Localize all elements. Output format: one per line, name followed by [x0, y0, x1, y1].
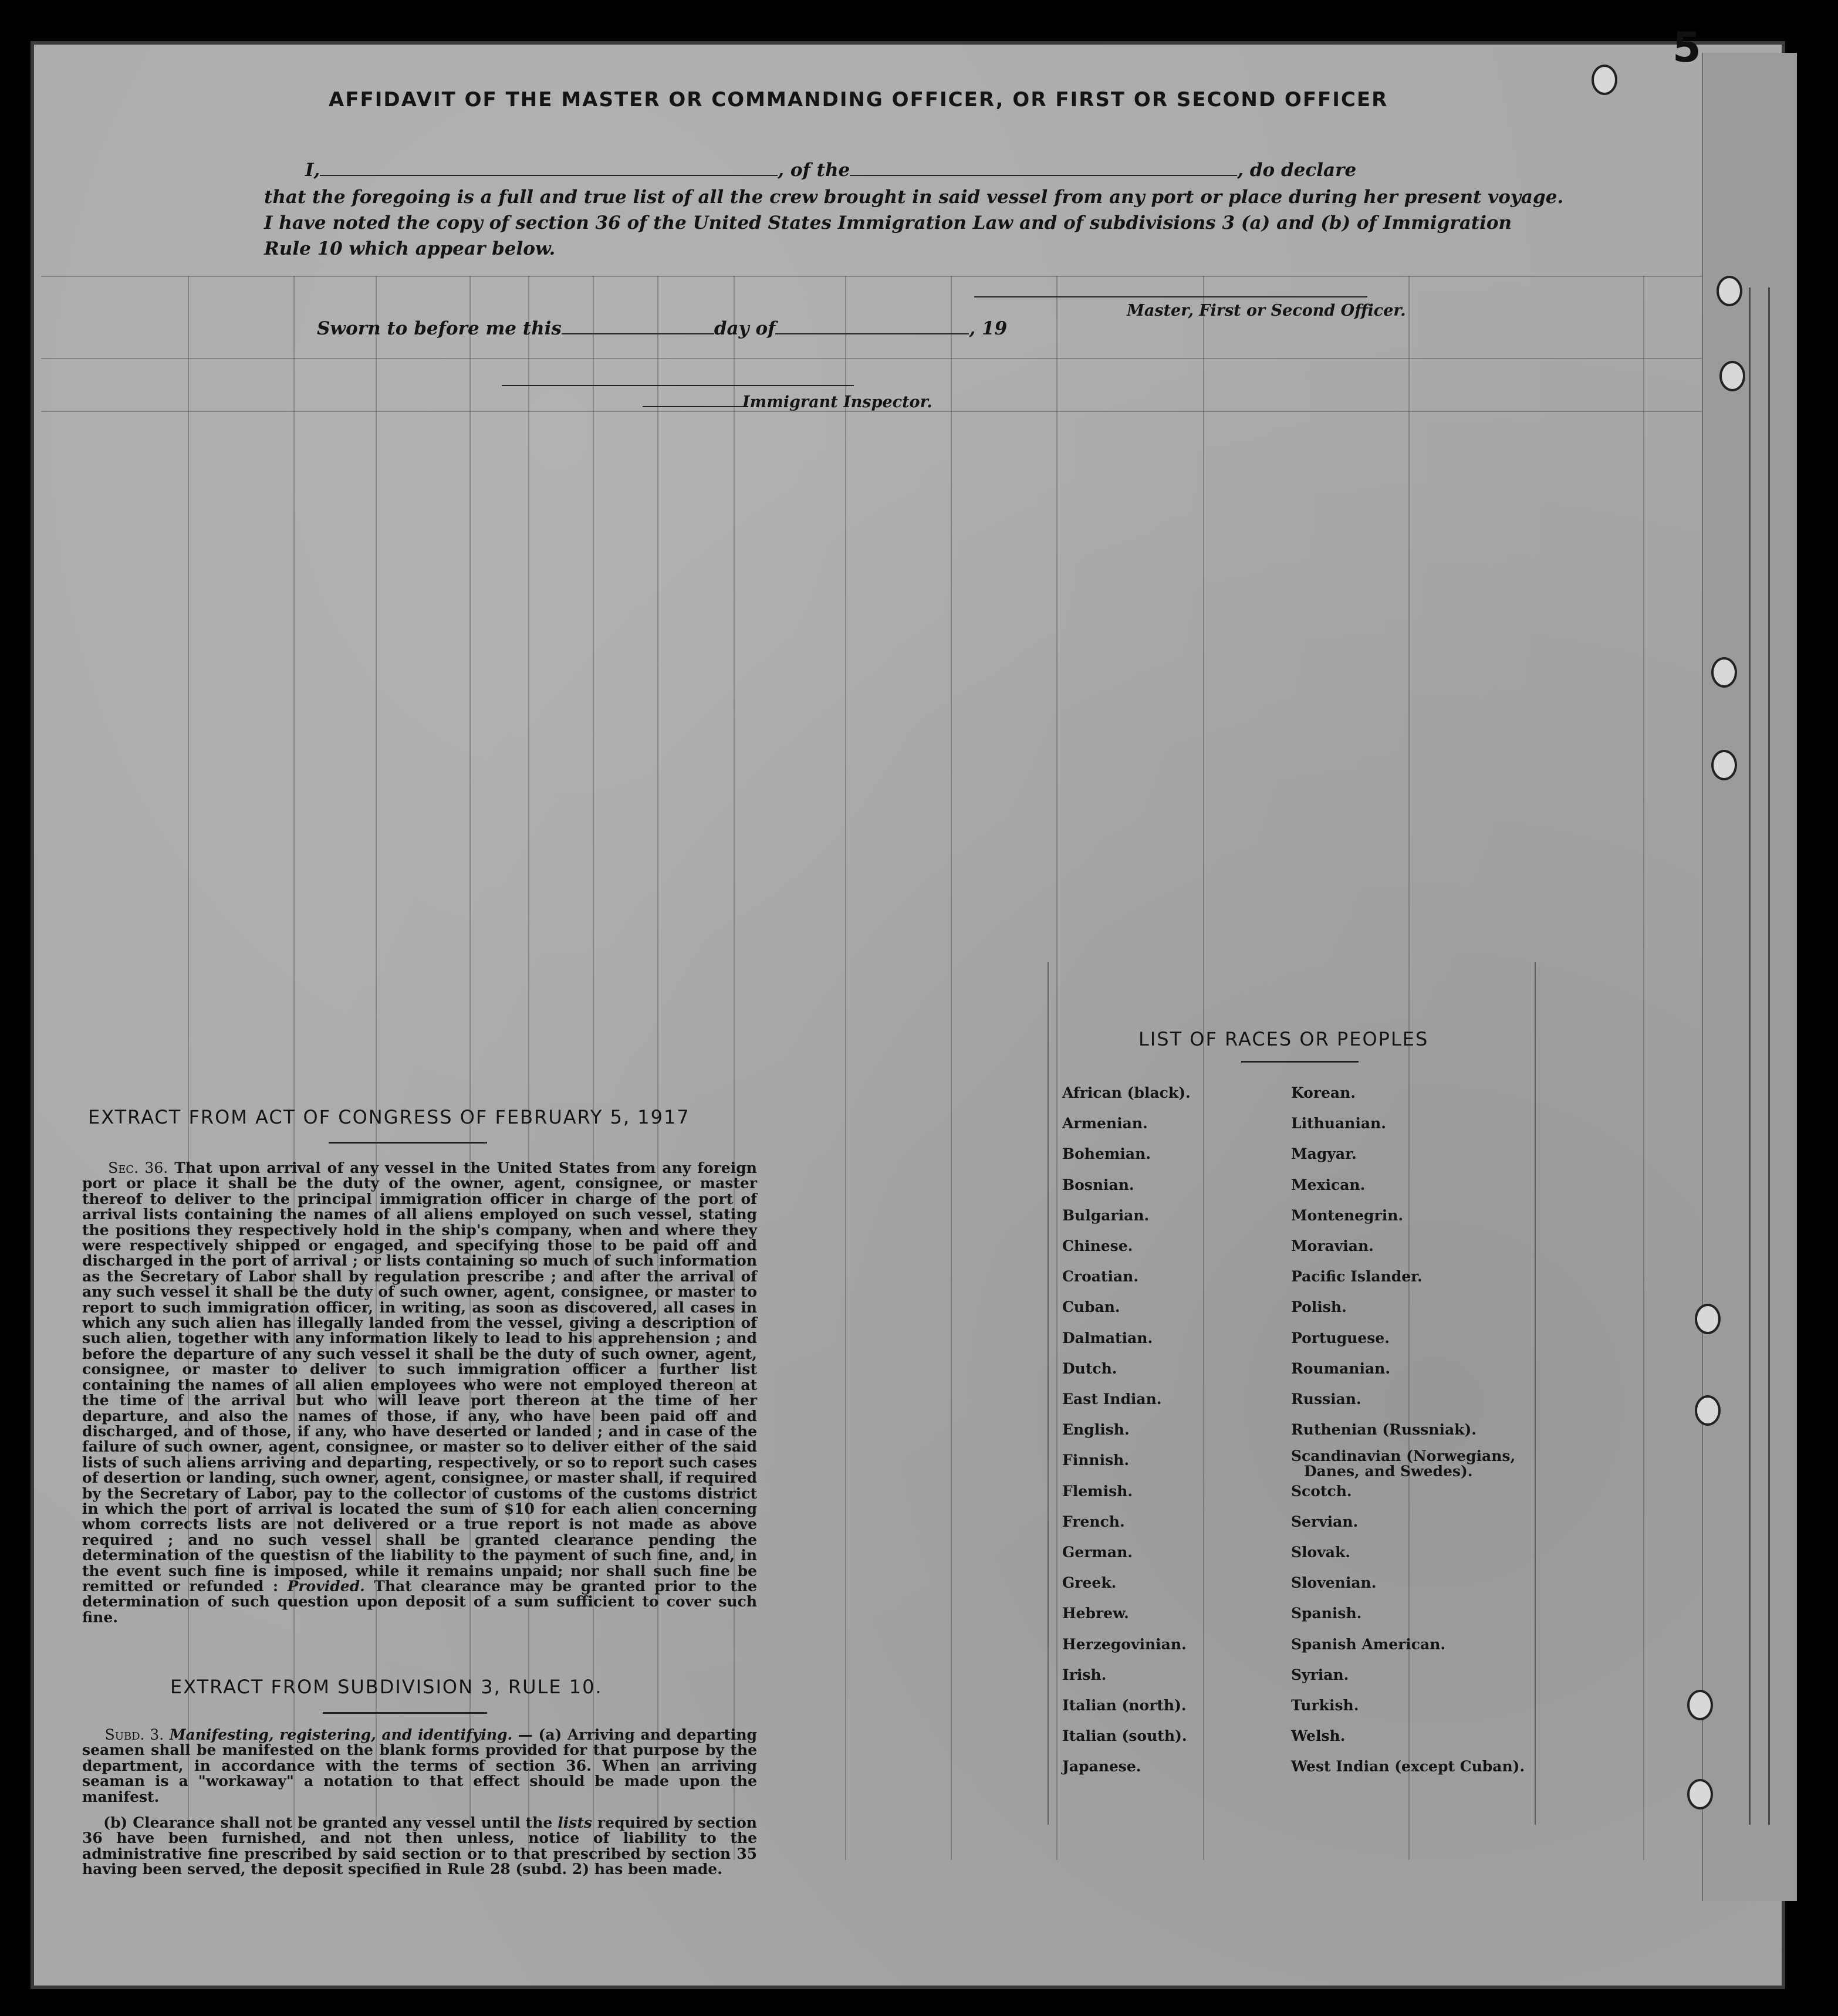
race-item: Montenegrin. [1291, 1206, 1404, 1224]
race-item: Slovenian. [1291, 1574, 1377, 1592]
race-item: Greek. [1062, 1574, 1117, 1592]
master-signature-label: Master, First or Second Officer. [1127, 302, 1406, 320]
subdivision-3-b-post: required by section 36 have been furnished, and not then unless, notice of liability to the administrative fine prescribed by said section or to that prescribed by section 35 having been served, the deposit specified in Rule 28 (subd. 2) has been made. [82, 1814, 757, 1878]
section-36-body: That upon arrival of any vessel in the United States from any foreign port or place it shall be the duty of the owner, agent, consignee, or master thereof to deliver to the principal immigration officer in charge of the port of arrival lists containing the names of all aliens employed on such vessel, stating the positions they respectively hold in the ship's company, when and where they were respectively shipped or engaged, and specifying those to be paid off and discharged in the port of arrival ; or lists containing so much of such information as the Secretary of Labor shall by regulation prescribe ; and after the arrival of any such vessel it shall be the duty of such owner, agent, consignee, or master to report to such immigration officer, in writing, as soon as discovered, all cases in which any such alien has illegally landed from the vessel, giving a description of such alien, together with any information likely to lead to his apprehension ; and before the departure of any such vessel it shall be the duty of such owner, agent, consignee, or master to deliver to such immigration officer a further list containing the names of all alien employees who were not employed thereon at the time of the arrival but who will leave port thereon at the time of her departure, and also the names of those, if any, who have been paid off and discharged, and of those, if any, who have deserted or landed ; and in case of the failure of such owner, agent, consignee, or master so to deliver either of the said lists of such aliens arriving and departing, respectively, or so to report such cases of desertion or landing, such owner, agent, consignee, or master shall, if required by the Secretary of Labor, pay to the collector of customs of the customs district in which the port of arrival is located the sum of $10 for each alien concerning whom corrects lists are not delivered or a true report is not made as above required ; and no such vessel shall be granted clearance pending the determination of the questisn of the liability to the payment of such fine, and, in the event such fine is imposed, while it remains unpaid; nor shall such fine be remitted or refunded : [82, 1159, 757, 1595]
affidavit-title: AFFIDAVIT OF THE MASTER OR COMMANDING OFFICER, OR FIRST OR SECOND OFFICER [329, 88, 1388, 111]
race-item: Bosnian. [1062, 1176, 1134, 1193]
race-item: Welsh. [1291, 1727, 1346, 1745]
race-item: Servian. [1291, 1513, 1359, 1530]
race-item: Herzegovinian. [1062, 1635, 1187, 1653]
race-item: French. [1062, 1513, 1125, 1530]
races-title: LIST OF RACES OR PEOPLES [1138, 1028, 1429, 1050]
race-item: Roumanian. [1291, 1359, 1391, 1377]
sworn-day-blank[interactable] [562, 333, 714, 334]
section-36-tail: That clearance may be granted prior to the determination of such question upon deposit of a sum sufficient to cover such fine. [82, 1577, 757, 1626]
sworn-line [317, 318, 1007, 339]
race-item: Cuban. [1062, 1298, 1120, 1316]
master-signature-line[interactable] [974, 296, 1367, 297]
punch-hole-icon [1717, 276, 1742, 306]
race-item: Bohemian. [1062, 1145, 1151, 1163]
race-item: African (black). [1062, 1084, 1191, 1101]
race-item: Chinese. [1062, 1237, 1133, 1255]
punch-hole-icon [1592, 65, 1617, 95]
race-item: Irish. [1062, 1666, 1107, 1683]
subdivision-3-a [82, 1727, 757, 1805]
section-36-heading: Sec. 36. [108, 1159, 168, 1176]
race-item: East Indian. [1062, 1391, 1162, 1408]
races-right-column [1291, 1078, 1525, 1782]
race-item: Flemish. [1062, 1482, 1133, 1500]
extract-act-title: EXTRACT FROM ACT OF CONGRESS OF FEBRUARY 5, 1917 [88, 1106, 690, 1128]
race-item: Hebrew. [1062, 1605, 1129, 1622]
subdivision-3-b-pre: (b) Clearance shall not be granted any vessel until the [103, 1814, 553, 1831]
binding-edge-lines [1749, 287, 1770, 1825]
punch-hole-icon [1711, 750, 1737, 780]
subdivision-3-b [82, 1815, 757, 1878]
section-36-provided: Provided. [287, 1577, 365, 1595]
race-item: Moravian. [1291, 1237, 1374, 1255]
race-item: Bulgarian. [1062, 1206, 1150, 1224]
punch-hole-icon [1695, 1304, 1721, 1334]
affidavit-line-3: I have noted the copy of section 36 of the United States Immigration Law and of subdivisions 3 (a) and (b) of Immigration [264, 212, 1512, 234]
subdivision-3-a-text: — (a) Arriving and departing seamen shall be manifested on the blank forms provided for that purpose by the department, in accordance with the terms of section 36. When an arriving seaman is a "workaway" a notation to that effect should be made upon the manifest. [82, 1726, 757, 1805]
race-item: German. [1062, 1544, 1133, 1561]
race-item: Scandinavian (Norwegians, [1291, 1447, 1516, 1465]
races-right-border [1535, 962, 1536, 1825]
race-item: Croatian. [1062, 1268, 1139, 1286]
race-item: Italian (north). [1062, 1697, 1187, 1714]
race-item: Finnish. [1062, 1452, 1130, 1469]
section-36-text [82, 1161, 757, 1625]
affidavit-i: I, [305, 160, 320, 181]
extract-act-rule [329, 1142, 487, 1144]
race-item: Spanish. [1291, 1605, 1362, 1622]
punch-hole-icon [1695, 1395, 1721, 1426]
race-item-scandinavian [1291, 1445, 1525, 1480]
sworn-year: , 19 [969, 318, 1008, 339]
race-item: Turkish. [1291, 1697, 1359, 1714]
subdivision-3-italic: Manifesting, registering, and identifying. [169, 1726, 513, 1743]
punch-hole-icon [1711, 657, 1737, 688]
punch-hole-icon [1687, 1690, 1713, 1720]
affidavit-line-2: that the foregoing is a full and true list of all the crew brought in said vessel from any port or place during her present voyage. [264, 187, 1564, 208]
race-item: Dalmatian. [1062, 1329, 1153, 1347]
inspector-signature-line[interactable] [502, 385, 854, 386]
subdivision-3-b-lists: lists [558, 1814, 592, 1831]
inspector-signature-dash [643, 406, 748, 407]
race-item: Magyar. [1291, 1145, 1357, 1163]
race-item: Scotch. [1291, 1482, 1352, 1500]
race-item: Syrian. [1291, 1666, 1349, 1683]
race-item: Ruthenian (Russniak). [1291, 1421, 1477, 1439]
race-item: Lithuanian. [1291, 1115, 1386, 1132]
race-item: Pacific Islander. [1291, 1268, 1423, 1286]
race-item: English. [1062, 1421, 1130, 1439]
race-item: Polish. [1291, 1298, 1347, 1316]
affidavit-of-the: , of the [778, 160, 850, 181]
race-item: Dutch. [1062, 1359, 1117, 1377]
race-item: West Indian (except Cuban). [1291, 1758, 1525, 1775]
page-mark: 5 [1673, 23, 1701, 72]
sworn-day-of: day of [714, 318, 776, 339]
sworn-prefix: Sworn to before me this [317, 318, 562, 339]
punch-hole-icon [1687, 1779, 1713, 1809]
race-item: Portuguese. [1291, 1329, 1390, 1347]
affidavit-declare: , do declare [1237, 160, 1357, 181]
races-title-rule [1241, 1061, 1359, 1063]
affidavit-declaration-line [305, 160, 1356, 181]
race-item: Spanish American. [1291, 1635, 1446, 1653]
race-item: Armenian. [1062, 1115, 1148, 1132]
inspector-signature-label: Immigrant Inspector. [742, 393, 932, 411]
race-item: Korean. [1291, 1084, 1356, 1101]
vessel-name-blank[interactable] [850, 175, 1237, 176]
extract-rule-title: EXTRACT FROM SUBDIVISION 3, RULE 10. [170, 1676, 603, 1698]
race-item: Slovak. [1291, 1544, 1350, 1561]
race-item: Danes, and Swedes). [1304, 1463, 1473, 1480]
races-left-column [1062, 1078, 1191, 1782]
master-name-blank[interactable] [320, 175, 778, 176]
race-item: Japanese. [1062, 1758, 1141, 1775]
race-item: Russian. [1291, 1391, 1361, 1408]
race-item: Mexican. [1291, 1176, 1366, 1193]
race-item: Italian (south). [1062, 1727, 1187, 1745]
sworn-month-blank[interactable] [775, 333, 969, 334]
extract-rule-rule [323, 1712, 487, 1714]
subdivision-3-heading: Subd. 3. [104, 1726, 164, 1743]
affidavit-line-4: Rule 10 which appear below. [264, 238, 556, 259]
races-left-border [1048, 962, 1049, 1825]
punch-hole-icon [1719, 361, 1745, 391]
